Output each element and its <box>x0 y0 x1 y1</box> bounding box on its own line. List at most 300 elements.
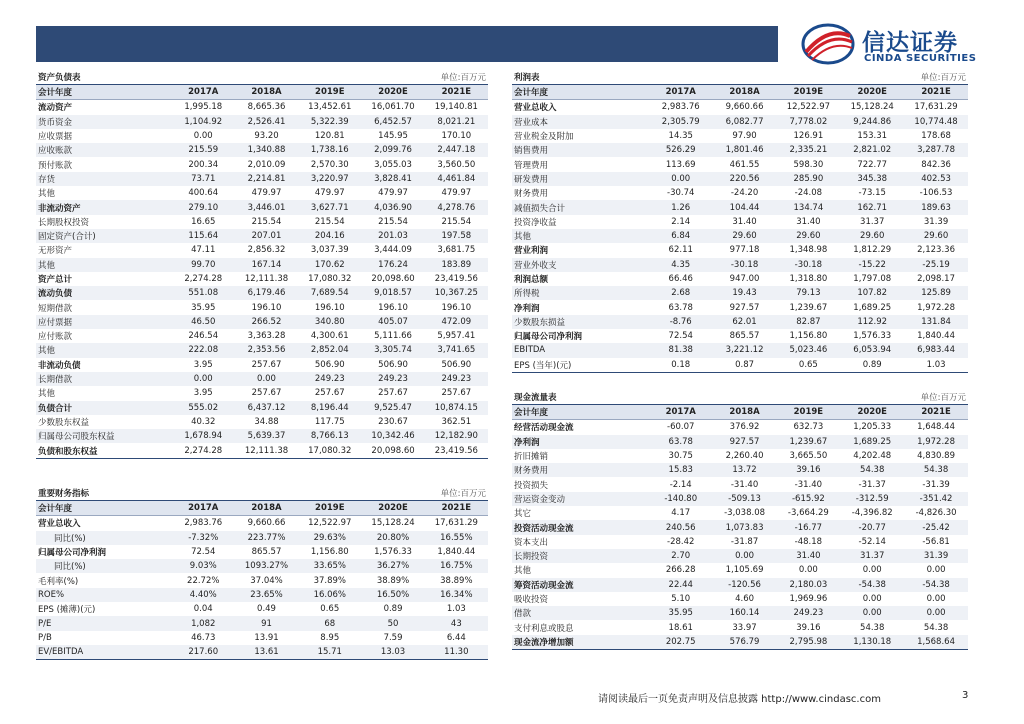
cell-value: 17,631.29 <box>904 100 968 115</box>
cell-value: 10,774.48 <box>904 115 968 129</box>
column-header-year: 2019E <box>298 85 361 100</box>
cell-value: -52.14 <box>840 535 904 549</box>
table-row <box>512 358 968 373</box>
cell-value: 3.95 <box>172 386 235 400</box>
cell-value: 125.89 <box>904 286 968 300</box>
row-label: EPS (当年)(元) <box>512 358 649 373</box>
cell-value: -106.53 <box>904 186 968 200</box>
cell-value: 1,972.28 <box>904 300 968 314</box>
row-label: EPS (摊薄)(元) <box>36 602 172 616</box>
footer-disclaimer: 请阅读最后一页免责声明及信息披露 http://www.cindasc.com <box>598 694 881 705</box>
cash-flow-table <box>512 390 968 650</box>
cell-value: 4.40% <box>172 588 235 602</box>
cell-value: 36.27% <box>361 559 424 573</box>
cell-value: 170.62 <box>298 258 361 272</box>
cell-value: 3,681.75 <box>425 243 488 257</box>
row-label: 非流动资产 <box>36 200 172 214</box>
cell-value: 3,287.78 <box>904 143 968 157</box>
row-label: 应收票据 <box>36 129 172 143</box>
cell-value: 2,099.76 <box>361 143 424 157</box>
table-row <box>512 300 968 314</box>
column-header-year: 2018A <box>713 405 777 420</box>
cell-value: 33.97 <box>713 620 777 634</box>
cell-value: -54.38 <box>840 578 904 592</box>
cell-value: 72.54 <box>172 545 235 559</box>
cell-value: 8,021.21 <box>425 115 488 129</box>
cell-value: 3,446.01 <box>235 200 298 214</box>
cell-value: 7.59 <box>361 631 424 645</box>
row-label: 所得税 <box>512 286 649 300</box>
cell-value: 9,525.47 <box>361 401 424 415</box>
cell-value: 285.90 <box>776 172 840 186</box>
cell-value: 2,856.32 <box>235 243 298 257</box>
cell-value: -615.92 <box>776 492 840 506</box>
cell-value: -120.56 <box>713 578 777 592</box>
cell-value: 20.80% <box>361 531 424 545</box>
cell-value: 43 <box>425 616 488 630</box>
row-label: 研发费用 <box>512 172 649 186</box>
cell-value: 189.63 <box>904 200 968 214</box>
table-row <box>36 258 488 272</box>
row-label: 营业成本 <box>512 115 649 129</box>
table-row <box>512 243 968 257</box>
income-statement-grid <box>512 84 968 373</box>
row-label: 同比(%) <box>36 559 172 573</box>
cell-value: 5,023.46 <box>776 343 840 357</box>
page-number: 3 <box>962 690 969 701</box>
table-row <box>512 606 968 620</box>
cell-value: 215.54 <box>425 215 488 229</box>
cell-value: 246.54 <box>172 329 235 343</box>
table-row <box>512 535 968 549</box>
cell-value: 115.64 <box>172 229 235 243</box>
cell-value: -312.59 <box>840 492 904 506</box>
column-header-year: 2020E <box>361 85 424 100</box>
cell-value: 2,305.79 <box>649 115 713 129</box>
table-row <box>36 631 488 645</box>
table-row <box>36 386 488 400</box>
table-row <box>512 492 968 506</box>
row-label: 负债和股东权益 <box>36 443 172 458</box>
cell-value: 479.97 <box>235 186 298 200</box>
table-row <box>36 129 488 143</box>
cell-value: 15,128.24 <box>361 516 424 531</box>
table-row <box>36 443 488 458</box>
cell-value: 3.95 <box>172 358 235 372</box>
cell-value: 215.59 <box>172 143 235 157</box>
cell-value: 0.65 <box>298 602 361 616</box>
cell-value: 400.64 <box>172 186 235 200</box>
cell-value: 9,018.57 <box>361 286 424 300</box>
cell-value: 23,419.56 <box>425 443 488 458</box>
column-header-year: 2017A <box>172 85 235 100</box>
table-row <box>512 157 968 171</box>
table-row <box>36 531 488 545</box>
row-label: 少数股东权益 <box>36 415 172 429</box>
row-label: 短期借款 <box>36 300 172 314</box>
table-row <box>36 415 488 429</box>
cell-value: 6.84 <box>649 229 713 243</box>
cell-value: 3,305.74 <box>361 343 424 357</box>
cell-value: -15.22 <box>840 258 904 272</box>
cell-value: 31.40 <box>776 215 840 229</box>
cell-value: 6,179.46 <box>235 286 298 300</box>
row-label: 预付账款 <box>36 157 172 171</box>
column-header-year: 2021E <box>904 85 968 100</box>
column-header-year: 2018A <box>713 85 777 100</box>
cell-value: 3,560.50 <box>425 157 488 171</box>
cell-value: 0.00 <box>172 372 235 386</box>
table-row <box>512 549 968 563</box>
cell-value: 5,111.66 <box>361 329 424 343</box>
row-label: 净利润 <box>512 435 649 449</box>
cell-value: 30.75 <box>649 449 713 463</box>
cell-value: 196.10 <box>361 300 424 314</box>
row-label: 经营活动现金流 <box>512 420 649 435</box>
cell-value: 6,452.57 <box>361 115 424 129</box>
row-label: 少数股东损益 <box>512 315 649 329</box>
cell-value: 927.57 <box>713 300 777 314</box>
table-row <box>36 143 488 157</box>
cell-value: 1,568.64 <box>904 635 968 650</box>
cell-value: -351.42 <box>904 492 968 506</box>
table-row <box>512 329 968 343</box>
cash-flow-unit: 单位:百万元 <box>920 393 966 403</box>
cell-value: 1,812.29 <box>840 243 904 257</box>
cell-value: 257.67 <box>298 386 361 400</box>
cell-value: 120.81 <box>298 129 361 143</box>
row-label: EBITDA <box>512 343 649 357</box>
cell-value: 17,080.32 <box>298 272 361 286</box>
row-label: 非流动负债 <box>36 358 172 372</box>
row-label: 吸收投资 <box>512 592 649 606</box>
cell-value: -2.14 <box>649 477 713 491</box>
cell-value: 6,983.44 <box>904 343 968 357</box>
cell-value: 63.78 <box>649 300 713 314</box>
cell-value: 162.71 <box>840 200 904 214</box>
table-row <box>512 186 968 200</box>
cell-value: 19.43 <box>713 286 777 300</box>
cell-value: 33.65% <box>298 559 361 573</box>
cell-value: -24.20 <box>713 186 777 200</box>
row-label: 毛利率(%) <box>36 573 172 587</box>
cell-value: 977.18 <box>713 243 777 257</box>
cell-value: 131.84 <box>904 315 968 329</box>
cell-value: -3,038.08 <box>713 506 777 520</box>
table-row <box>512 343 968 357</box>
cell-value: 2.68 <box>649 286 713 300</box>
cell-value: 1,969.96 <box>776 592 840 606</box>
cell-value: 37.89% <box>298 573 361 587</box>
table-row <box>512 200 968 214</box>
table-row <box>512 315 968 329</box>
cell-value: 257.67 <box>235 386 298 400</box>
cell-value: 13.72 <box>713 463 777 477</box>
table-row <box>512 420 968 435</box>
cell-value: 0.00 <box>904 563 968 577</box>
cell-value: 257.67 <box>361 386 424 400</box>
table-row <box>512 435 968 449</box>
table-header-row <box>512 85 968 100</box>
cell-value: 13.61 <box>235 645 298 660</box>
cell-value: 1,340.88 <box>235 143 298 157</box>
cell-value: 23.65% <box>235 588 298 602</box>
cell-value: 35.95 <box>172 300 235 314</box>
cell-value: -4,396.82 <box>840 506 904 520</box>
cell-value: -25.19 <box>904 258 968 272</box>
cell-value: 215.54 <box>361 215 424 229</box>
cell-value: 13,452.61 <box>298 100 361 115</box>
cell-value: 3,665.50 <box>776 449 840 463</box>
cell-value: 0.04 <box>172 602 235 616</box>
cell-value: 46.50 <box>172 315 235 329</box>
cell-value: 54.38 <box>904 463 968 477</box>
header-banner <box>36 26 778 62</box>
income-statement-table <box>512 70 968 373</box>
cell-value: 12,182.90 <box>425 429 488 443</box>
cell-value: 11.30 <box>425 645 488 660</box>
cinda-logo <box>800 22 980 66</box>
cell-value: 31.37 <box>840 215 904 229</box>
cell-value: 1,576.33 <box>840 329 904 343</box>
column-header-label: 会计年度 <box>512 85 649 100</box>
row-label: 资产总计 <box>36 272 172 286</box>
row-label: EV/EBITDA <box>36 645 172 660</box>
cell-value: 62.11 <box>649 243 713 257</box>
cell-value: 0.00 <box>840 592 904 606</box>
cell-value: 113.69 <box>649 157 713 171</box>
cell-value: 20,098.60 <box>361 443 424 458</box>
cell-value: 2,010.09 <box>235 157 298 171</box>
column-header-year: 2020E <box>840 405 904 420</box>
cell-value: 99.70 <box>172 258 235 272</box>
cell-value: 402.53 <box>904 172 968 186</box>
table-row <box>512 578 968 592</box>
cell-value: 2,335.21 <box>776 143 840 157</box>
cell-value: 947.00 <box>713 272 777 286</box>
cell-value: -31.39 <box>904 477 968 491</box>
cell-value: 176.24 <box>361 258 424 272</box>
balance-sheet-grid <box>36 84 488 459</box>
logo-text-cn: 信达证券 <box>862 30 958 56</box>
cell-value: -30.74 <box>649 186 713 200</box>
cell-value: -509.13 <box>713 492 777 506</box>
cell-value: 12,111.38 <box>235 272 298 286</box>
cell-value: 1,995.18 <box>172 100 235 115</box>
cell-value: 0.00 <box>840 606 904 620</box>
table-row <box>512 143 968 157</box>
row-label: 归属母公司净利润 <box>36 545 172 559</box>
cell-value: 8,766.13 <box>298 429 361 443</box>
cell-value: 18.61 <box>649 620 713 634</box>
table-row <box>512 272 968 286</box>
cell-value: -140.80 <box>649 492 713 506</box>
cell-value: 112.92 <box>840 315 904 329</box>
row-label: 资本支出 <box>512 535 649 549</box>
table-row <box>36 588 488 602</box>
cell-value: 14.35 <box>649 129 713 143</box>
cell-value: -48.18 <box>776 535 840 549</box>
cell-value: 31.39 <box>904 549 968 563</box>
cell-value: 13.91 <box>235 631 298 645</box>
table-header-row <box>512 405 968 420</box>
row-label: 货币资金 <box>36 115 172 129</box>
row-label: 固定资产(合计) <box>36 229 172 243</box>
column-header-year: 2017A <box>172 501 235 516</box>
column-header-year: 2018A <box>235 85 298 100</box>
cell-value: 16,061.70 <box>361 100 424 115</box>
cell-value: 7,689.54 <box>298 286 361 300</box>
cell-value: 632.73 <box>776 420 840 435</box>
logo-text-en: CINDA SECURITIES <box>864 53 977 64</box>
cell-value: 9,660.66 <box>235 516 298 531</box>
cell-value: 4,202.48 <box>840 449 904 463</box>
cell-value: 22.44 <box>649 578 713 592</box>
cell-value: 2,983.76 <box>649 100 713 115</box>
cell-value: 3,055.03 <box>361 157 424 171</box>
cell-value: 207.01 <box>235 229 298 243</box>
cell-value: 196.10 <box>298 300 361 314</box>
cell-value: 1,678.94 <box>172 429 235 443</box>
table-row <box>36 573 488 587</box>
income-statement-title: 利润表 <box>514 73 540 83</box>
cell-value: 865.57 <box>713 329 777 343</box>
cell-value: 16.65 <box>172 215 235 229</box>
cell-value: 12,522.97 <box>776 100 840 115</box>
row-label: 借款 <box>512 606 649 620</box>
cell-value: 0.89 <box>840 358 904 373</box>
row-label: 归属母公司净利润 <box>512 329 649 343</box>
cell-value: 0.87 <box>713 358 777 373</box>
column-header-year: 2021E <box>425 85 488 100</box>
cell-value: 31.40 <box>713 215 777 229</box>
cell-value: 249.23 <box>425 372 488 386</box>
cell-value: -56.81 <box>904 535 968 549</box>
cell-value: 91 <box>235 616 298 630</box>
cell-value: 0.00 <box>840 563 904 577</box>
cell-value: 249.23 <box>298 372 361 386</box>
cell-value: 4.35 <box>649 258 713 272</box>
cell-value: 506.90 <box>361 358 424 372</box>
table-row <box>36 100 488 115</box>
cell-value: 4,300.61 <box>298 329 361 343</box>
cell-value: 4,830.89 <box>904 449 968 463</box>
table-row <box>512 635 968 650</box>
cell-value: 1,648.44 <box>904 420 968 435</box>
key-metrics-title: 重要财务指标 <box>38 489 90 499</box>
cell-value: 217.60 <box>172 645 235 660</box>
cell-value: 279.10 <box>172 200 235 214</box>
key-metrics-unit: 单位:百万元 <box>440 489 486 499</box>
balance-sheet-table <box>36 70 488 459</box>
row-label: 同比(%) <box>36 531 172 545</box>
cell-value: 8,665.36 <box>235 100 298 115</box>
cell-value: 17,080.32 <box>298 443 361 458</box>
cell-value: 2,852.04 <box>298 343 361 357</box>
cell-value: 2,274.28 <box>172 443 235 458</box>
cell-value: -3,664.29 <box>776 506 840 520</box>
cell-value: 2,214.81 <box>235 172 298 186</box>
cell-value: 1093.27% <box>235 559 298 573</box>
cell-value: 62.01 <box>713 315 777 329</box>
cell-value: 1,082 <box>172 616 235 630</box>
table-row <box>36 545 488 559</box>
cell-value: 0.65 <box>776 358 840 373</box>
cell-value: 29.60 <box>776 229 840 243</box>
cell-value: 0.18 <box>649 358 713 373</box>
cell-value: 2.14 <box>649 215 713 229</box>
table-row <box>512 563 968 577</box>
row-label: 其他 <box>512 229 649 243</box>
cell-value: 31.39 <box>904 215 968 229</box>
cell-value: 2,821.02 <box>840 143 904 157</box>
row-label: 其它 <box>512 506 649 520</box>
cell-value: -60.07 <box>649 420 713 435</box>
cell-value: 865.57 <box>235 545 298 559</box>
cell-value: 555.02 <box>172 401 235 415</box>
row-label: 筹资活动现金流 <box>512 578 649 592</box>
cell-value: 0.00 <box>776 563 840 577</box>
cell-value: 5,322.39 <box>298 115 361 129</box>
cell-value: 1,318.80 <box>776 272 840 286</box>
row-label: 其他 <box>36 386 172 400</box>
cell-value: 4,036.90 <box>361 200 424 214</box>
row-label: P/E <box>36 616 172 630</box>
table-row <box>36 645 488 660</box>
cell-value: 35.95 <box>649 606 713 620</box>
cell-value: 196.10 <box>235 300 298 314</box>
row-label: 负债合计 <box>36 401 172 415</box>
cell-value: 117.75 <box>298 415 361 429</box>
cell-value: 3,221.12 <box>713 343 777 357</box>
cell-value: 479.97 <box>425 186 488 200</box>
cell-value: 153.31 <box>840 129 904 143</box>
column-header-year: 2019E <box>776 85 840 100</box>
cell-value: 63.78 <box>649 435 713 449</box>
table-row <box>512 129 968 143</box>
cell-value: 47.11 <box>172 243 235 257</box>
cell-value: 2,353.56 <box>235 343 298 357</box>
cell-value: 526.29 <box>649 143 713 157</box>
cell-value: 3,363.28 <box>235 329 298 343</box>
row-label: 现金流净增加额 <box>512 635 649 650</box>
cell-value: 1,840.44 <box>425 545 488 559</box>
cell-value: 0.00 <box>904 606 968 620</box>
column-header-year: 2019E <box>298 501 361 516</box>
table-row <box>36 329 488 343</box>
cell-value: 2,274.28 <box>172 272 235 286</box>
cell-value: 215.54 <box>298 215 361 229</box>
cell-value: -7.32% <box>172 531 235 545</box>
cell-value: 230.67 <box>361 415 424 429</box>
row-label: 营业总收入 <box>36 516 172 531</box>
table-row <box>512 506 968 520</box>
row-label: 应付账款 <box>36 329 172 343</box>
balance-sheet-unit: 单位:百万元 <box>440 73 486 83</box>
row-label: 投资活动现金流 <box>512 520 649 534</box>
cell-value: 576.79 <box>713 635 777 650</box>
cell-value: 23,419.56 <box>425 272 488 286</box>
cell-value: 927.57 <box>713 435 777 449</box>
cell-value: 4,278.76 <box>425 200 488 214</box>
cell-value: -31.40 <box>776 477 840 491</box>
cell-value: 0.00 <box>172 129 235 143</box>
cell-value: 167.14 <box>235 258 298 272</box>
cell-value: -31.40 <box>713 477 777 491</box>
cell-value: 479.97 <box>361 186 424 200</box>
row-label: 营业外收支 <box>512 258 649 272</box>
table-row <box>36 429 488 443</box>
